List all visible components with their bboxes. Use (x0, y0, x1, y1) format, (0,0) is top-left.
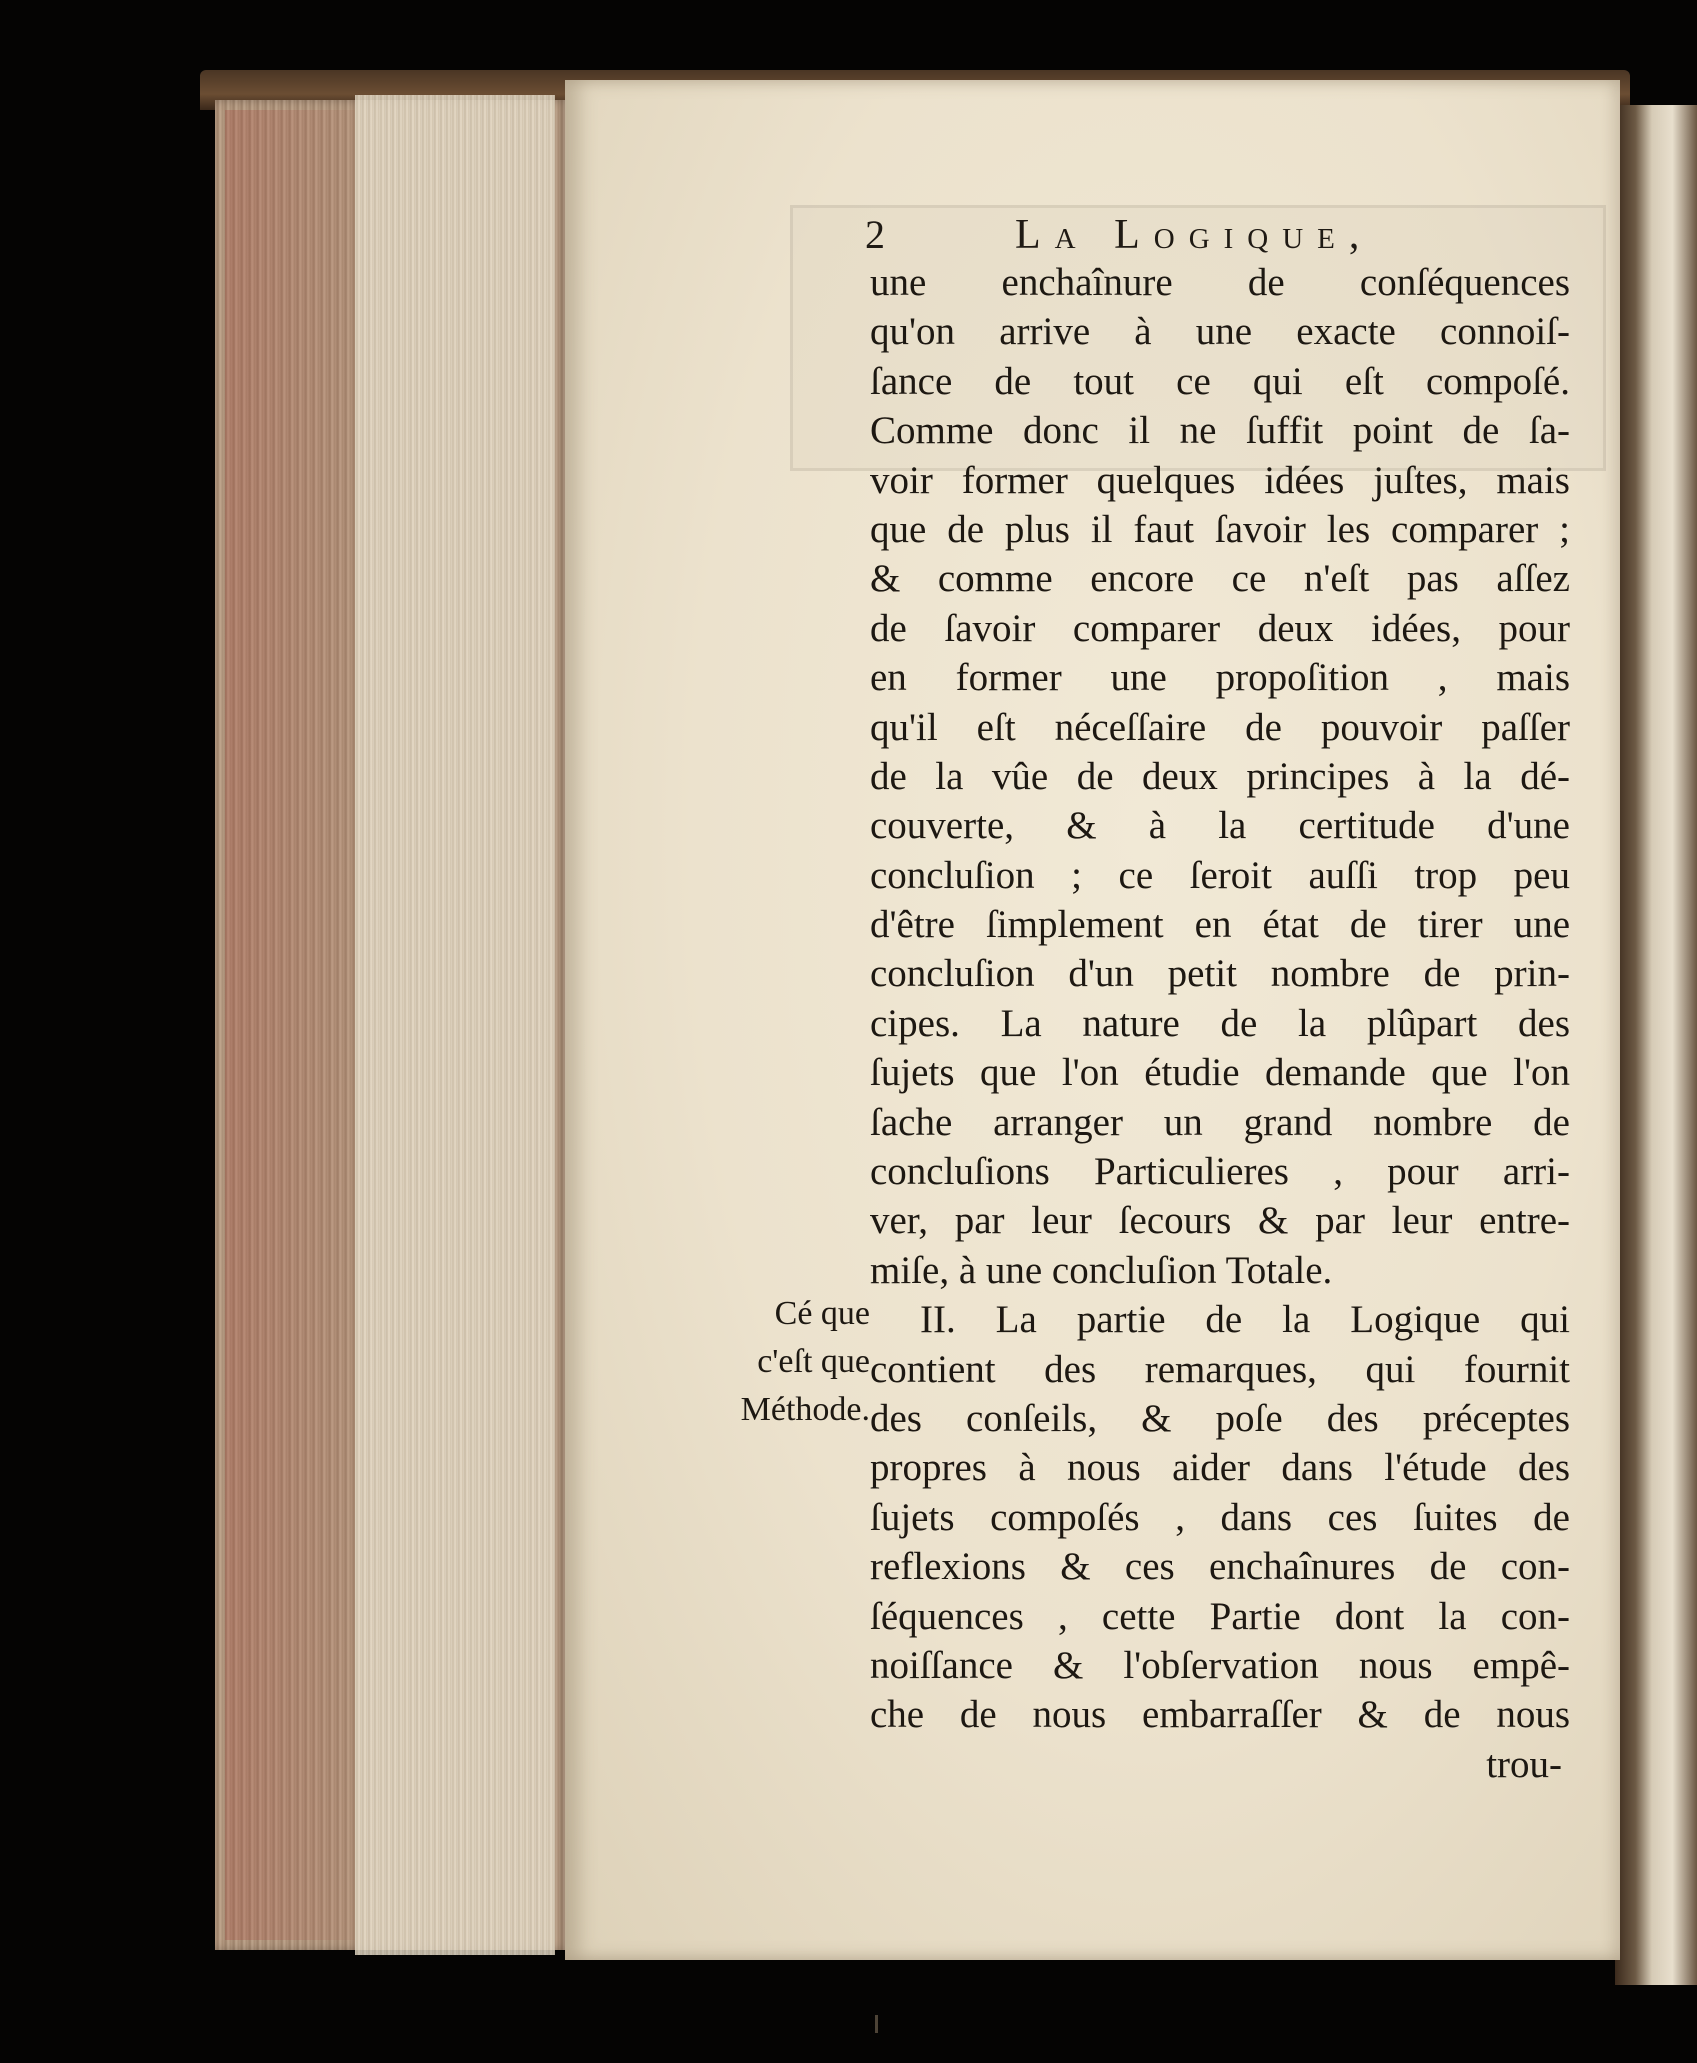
text-line: & comme encore ce n'eſt pas aſſez (870, 557, 1570, 601)
text-line: ſache arranger un grand nombre de (870, 1100, 1570, 1144)
text-line: che de nous embarraſſer & de nous (870, 1693, 1570, 1737)
text-line: Comme donc il ne ſuffit point de ſa- (870, 409, 1570, 453)
text-line: de ſavoir comparer deux idées, pour (870, 606, 1570, 650)
text-line: voir former quelques idées juſtes, mais (870, 458, 1570, 502)
facing-page-edge (1615, 105, 1697, 1985)
text-line: contient des remarques, qui fournit (870, 1347, 1570, 1391)
text-line: ſujets compoſés , dans ces ſuites de (870, 1495, 1570, 1539)
text-line: II. La partie de la Logique qui (920, 1298, 1570, 1342)
page-leaves (355, 95, 555, 1955)
text-line: ſéquences , cette Partie dont la con- (870, 1594, 1570, 1638)
text-line: ver, par leur ſecours & par leur entre- (870, 1199, 1570, 1243)
running-head (865, 210, 1565, 260)
text-line: reflexions & ces enchaînures de con- (870, 1545, 1570, 1589)
red-edge-stain (225, 110, 355, 1940)
page-number: 2 (865, 212, 885, 257)
text-line: miſe, à une concluſion Totale. (870, 1248, 1333, 1292)
text-line: couverte, & à la certitude d'une (870, 804, 1570, 848)
text-line: de la vûe de deux principes à la dé- (870, 754, 1570, 798)
text-line: une enchaînure de conſéquences (870, 261, 1570, 304)
text-line: concluſion ; ce ſeroit auſſi trop peu (870, 853, 1570, 897)
body-text (870, 258, 1570, 1789)
text-line: ſujets que l'on étudie demande que l'on (870, 1051, 1570, 1095)
text-line: concluſion d'un petit nombre de prin- (870, 952, 1570, 996)
catchword: trou- (1486, 1742, 1562, 1786)
text-line: propres à nous aider dans l'étude des (870, 1446, 1570, 1490)
margin-note-line: c'eſt que (757, 1343, 870, 1380)
text-line: qu'on arrive à une exacte connoiſ- (870, 310, 1570, 354)
ink-speck (875, 2015, 878, 2033)
margin-note-line: Cé que (774, 1295, 870, 1332)
text-line: cipes. La nature de la plûpart des (870, 1001, 1570, 1045)
margin-note (695, 1290, 870, 1434)
text-line: qu'il eſt néceſſaire de pouvoir paſſer (870, 705, 1570, 749)
text-line: d'être ſimplement en état de tirer une (870, 903, 1570, 947)
text-line: que de plus il faut ſavoir les comparer ; (870, 507, 1570, 551)
text-line: en former une propoſition , mais (870, 656, 1570, 700)
text-line: concluſions Particulieres , pour arri- (870, 1150, 1570, 1194)
margin-note-line: Méthode. (740, 1391, 870, 1428)
text-line: des conſeils, & poſe des préceptes (870, 1396, 1570, 1440)
text-line: ſance de tout ce qui eſt compoſé. (870, 359, 1570, 403)
text-line: noiſſance & l'obſervation nous empê- (870, 1643, 1570, 1687)
running-title: La Logique, (1015, 212, 1374, 258)
